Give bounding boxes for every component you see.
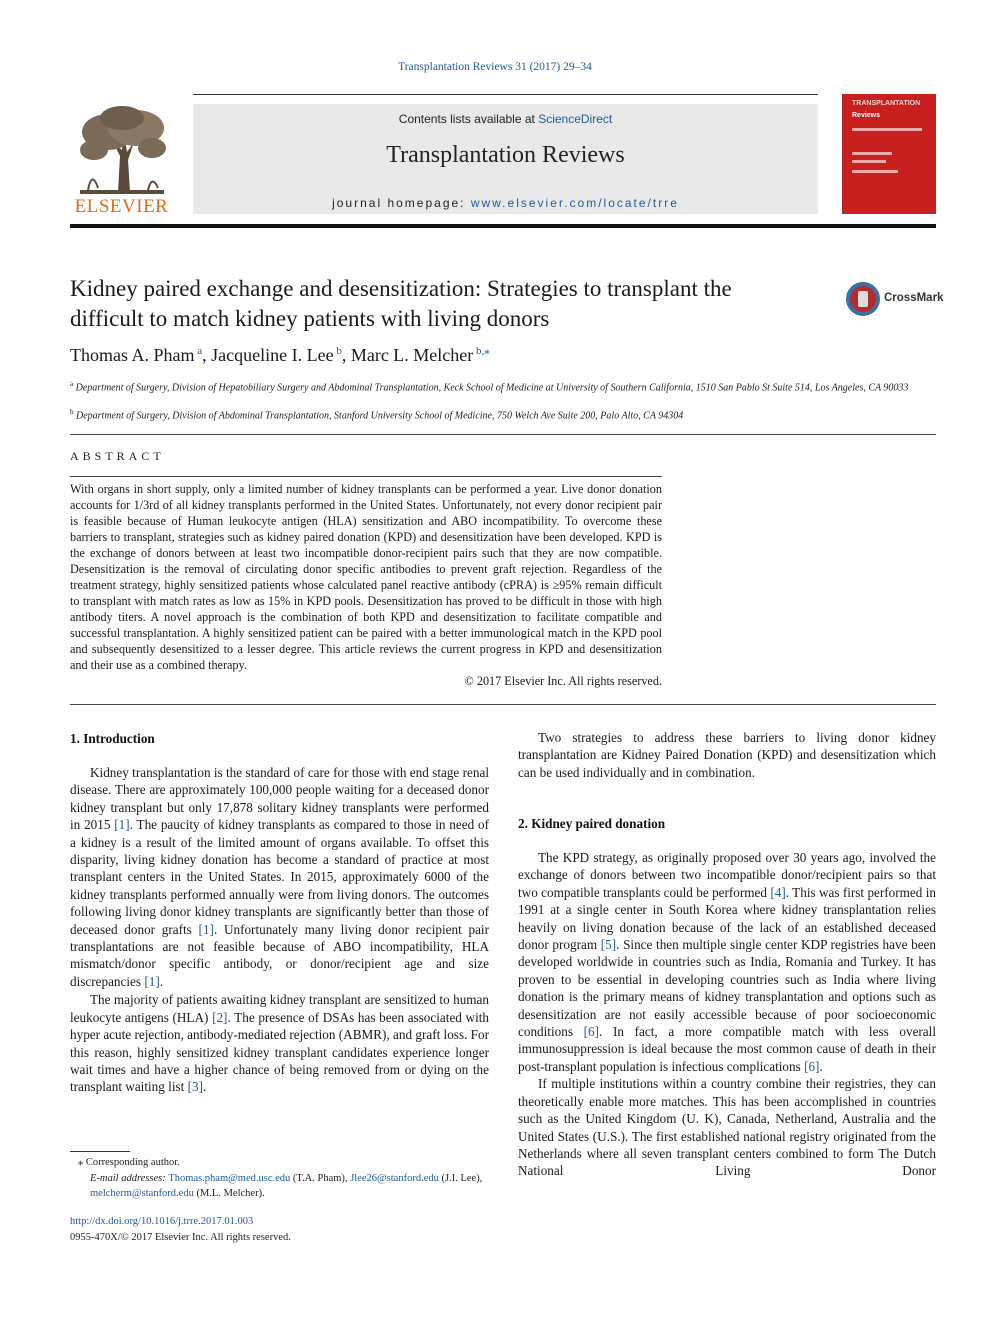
paragraph-text: . [202,1079,207,1095]
footnote [70,1155,490,1202]
paragraph-text: . The paucity of kidney transplants as compared to those in need of a kidney is a result of the limited amount of organs available. To offset this disparity, living kidney donation has become a standard of practice at most transplant centers in the United States. In 2015, approximately 6000 of the kidney transplants performed annually were from living donors. The outcomes following living donor kidney transplants are significantly better than those of deceased donor grafts [70,817,489,937]
author-affiliation-marker[interactable]: b [333,345,342,357]
affiliation-a: $^a$ Department of Surgery, Division of Hepatobiliary Surgery and Abdominal Transplantation, Keck School of Medicine at University of Southern California, 1510 San Pablo St Suite 514, Los Angeles, CA 90033 [70,380,909,394]
author-affiliation-marker[interactable]: a [194,345,203,357]
article-title: Kidney paired exchange and desensitization: Strategies to transplant the difficult to match kidney patients with living donors [70,276,732,331]
email-link[interactable]: Jlee26@stanford.edu [350,1172,439,1184]
paragraph-text: . Since then multiple single center KDP registries have been developed worldwide in countries such as India, Romania and Turkey. It has proven to be essential in developing countries such as India where living donation is the primary means of kidney transplantation and options such as desensitization are not easily accessible because of poor socioeconomic conditions [518,937,936,1040]
homepage-prefix: journal homepage: [332,196,471,210]
right-column [518,849,936,1180]
author-affiliation-marker[interactable]: b,⁎ [473,345,490,357]
journal-citation[interactable]: Transplantation Reviews 31 (2017) 29–34 [398,61,592,73]
affiliation-b: $^b$ Department of Surgery, Division of Abdominal Transplantation, Stanford University School of Medicine, 750 Welch Ave Suite 200, Palo Alto, CA 94304 [70,408,684,422]
cover-decoration [852,128,922,131]
author-separator: , [341,345,351,365]
intro-paragraph-2 [70,991,489,1095]
abstract-copyright: © 2017 Elsevier Inc. All rights reserved. [464,674,662,688]
corresponding-author-note: ⁎ Corresponding author. [78,1157,180,1168]
doi-link[interactable]: http://dx.doi.org/10.1016/j.trre.2017.01.003 [70,1216,254,1227]
email-owner: (T.A. Pham), [290,1172,351,1184]
reference-link[interactable]: [1] [144,973,160,989]
article-footer [70,1214,291,1245]
intro-paragraph-1 [70,764,489,990]
elsevier-wordmark: ELSEVIER [74,196,169,217]
email-owner: (M.L. Melcher). [193,1188,265,1199]
reference-link[interactable]: [6] [583,1024,600,1040]
paragraph-text: . This was first performed in 1991 at a single center in South Korea where kidney transplantation relies heavily on living donation because of the lack of an established deceased donor program [518,884,936,953]
abstract-rule [70,476,662,477]
abstract-text: With organs in short supply, only a limited number of kidney transplants can be performed a year. Live donor donation accounts for 1/3rd of all kidney transplants performed in the United States. Unfortunately, not every donor recipient pair is feasible because of Human leukocyte antigen (HLA) sensitization and ABO incompatibility. To overcome these barriers to transplant, strategies such as kidney paired donation (KPD) and desensitization have been developed. KPD is the exchange of donors between at least two incompatible donor-recipient pairs such that they are now compatible. Desensitization is the removal of circulating donor specific antibodies to prevent graft rejection. Regardless of the treatment strategy, highly sensitized patients whose calculated panel reactive antibody (cPRA) is ≥95% remain difficult to transplant with match rates as low as 15% in KPD pools. Desensitization has proved to be difficult in those with high antibody titers. A novel approach is the combination of both KPD and desensitization to facilitate compatible and successful transplantation. A highly sensitized patient can be paired with a better immunological match in the KPD pool and subsequently desensitized to a lesser degree. This article reviews the current progress in KPD and desensitization and their use as a combined therapy. [70,482,662,672]
crossmark-badge[interactable] [846,282,944,316]
paragraph-text: . [159,973,164,989]
journal-banner [193,104,818,214]
reference-link[interactable]: [3] [187,1079,203,1095]
paragraph-text: . In fact, a more compatible match with less overall immunosuppression is ideal because the most common cause of death in their post-transplant population is infectious complications [518,1024,936,1074]
homepage-link[interactable]: www.elsevier.com/locate/trre [470,196,679,210]
intro-paragraph-3: Two strategies to address these barriers to living donor kidney transplantation are Kidney Paired Donation (KPD) and desensitization which can be used individually and in combination. [518,730,936,780]
crossmark-icon [846,282,880,316]
reference-link[interactable]: [6] [804,1058,820,1074]
reference-link[interactable]: [1] [114,817,130,833]
section-heading-introduction: 1. Introduction [70,731,155,746]
right-column-top [518,729,936,781]
author-name[interactable]: Jacqueline I. Lee [211,345,334,365]
reference-link[interactable]: [1] [198,921,214,937]
kpd-paragraph-2: If multiple institutions within a country combine their registries, they can theoretically enable more matches. This has been accomplished in countries such as the United Kingdom (U. K), Canada, Netherland, Australia and the United States (U.S.). The first established national registry originated from the Netherlands where all seven transplant centers combined to form The Dutch National Living Donor [518,1076,936,1179]
author-name[interactable]: Thomas A. Pham [70,345,195,365]
reference-link[interactable]: [2] [212,1009,228,1025]
crossmark-label: CrossMark [884,292,944,304]
header-rule [193,94,818,95]
reference-link[interactable]: [5] [600,937,617,953]
sciencedirect-link[interactable]: ScienceDirect [538,112,613,126]
paragraph-text: . [819,1058,823,1074]
email-owner: (J.I. Lee), [438,1172,483,1184]
reference-link[interactable]: [4] [770,884,786,900]
author-name[interactable]: Marc L. Melcher [350,345,474,365]
abstract-heading: ABSTRACT [70,449,165,463]
cover-decoration [852,152,892,155]
email-addresses [70,1171,490,1202]
cover-decoration [852,160,886,163]
divider [70,704,936,705]
section-heading-kpd: 2. Kidney paired donation [518,816,666,831]
cover-subtitle: Reviews [852,112,881,119]
contents-available-line [193,112,818,126]
paragraph-text: The majority of patients awaiting kidney transplant are sensitized to human leukocyte antigens (HLA) [70,992,489,1025]
footnote-rule [70,1151,130,1152]
email-label: E-mail addresses: [90,1172,169,1184]
journal-homepage-line [193,196,818,210]
author-list [70,344,490,366]
paragraph-text: . Unfortunately many living donor recipient pair transplantations are not feasible because of ABO incompatibility, HLA mismatch/donor specific antibody, or donor/recipient age and size discrepancies [70,921,489,989]
header-thick-rule [70,224,936,228]
email-link[interactable]: Thomas.pham@med.usc.edu [168,1172,291,1184]
issn-line: 0955-470X/© 2017 Elsevier Inc. All rights reserved. [70,1231,291,1243]
contents-prefix: Contents lists available at [398,112,539,126]
email-link[interactable]: melcherm@stanford.edu [90,1188,194,1199]
cover-title: TRANSPLANTATION [852,100,921,107]
paragraph-text: . The presence of DSAs has been associated with hyper acute rejection, antibody-mediated rejection (ABMR), and graft loss. For this reason, highly sensitized kidney transplant candidates experience longer wait times and have a higher chance of being removed from or dying on the transplant waiting list [70,1009,489,1095]
author-separator: , [202,345,212,365]
divider [70,434,936,435]
cover-decoration [852,170,898,173]
paragraph-text: Kidney transplantation is the standard of care for those with end stage renal disease. There are approximately 100,000 people waiting for a deceased donor kidney transplant but only 17,878 solitary kidney transplants were performed in 2015 [70,765,489,833]
kpd-paragraph-1 [518,849,936,1075]
abstract-body [70,481,662,689]
left-column [70,764,489,1096]
journal-name: Transplantation Reviews [386,142,625,168]
paragraph-text: The KPD strategy, as originally proposed over 30 years ago, involved the exchange of donors between two incompatible donor/recipient pairs so that two compatible transplants could be performed [518,850,936,900]
journal-cover-thumbnail[interactable] [842,94,936,214]
